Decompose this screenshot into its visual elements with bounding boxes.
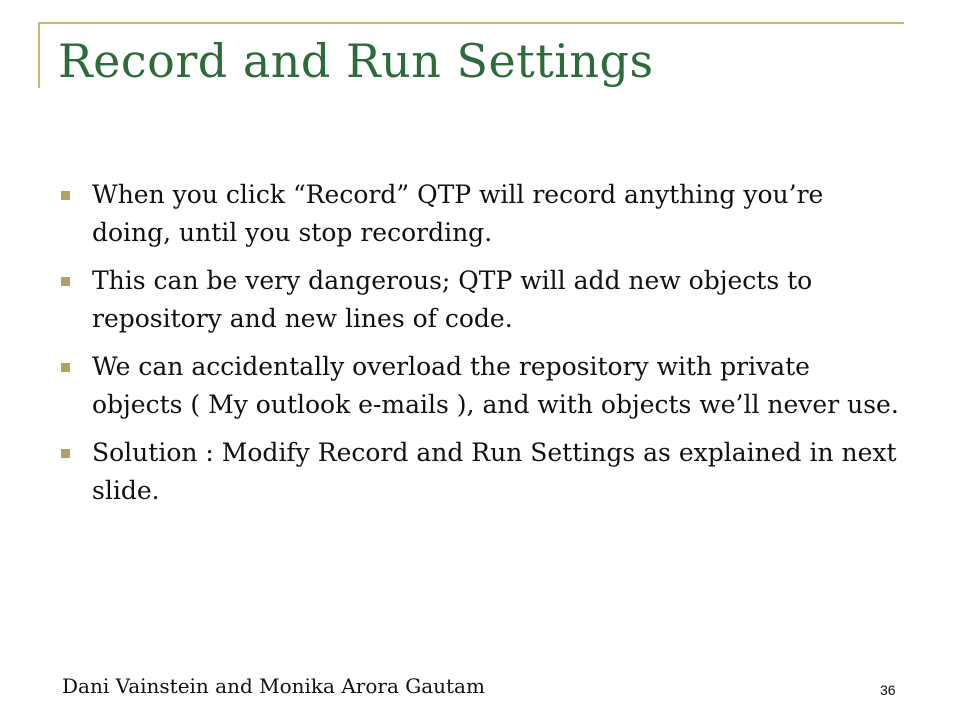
square-bullet-icon [61, 191, 70, 200]
bullet-item [58, 434, 908, 510]
frame-top-line [38, 22, 904, 24]
bullet-item [58, 262, 908, 338]
square-bullet-icon [61, 449, 70, 458]
bullet-item [58, 176, 908, 252]
bullet-text: When you click “Record” QTP will record anything you’re doing, until you stop recording. [92, 180, 824, 247]
slide-title: Record and Run Settings [58, 34, 654, 88]
page-number: 36 [880, 682, 896, 698]
square-bullet-icon [61, 277, 70, 286]
bullet-list [58, 176, 908, 520]
square-bullet-icon [61, 363, 70, 372]
bullet-item [58, 348, 908, 424]
bullet-text: This can be very dangerous; QTP will add new objects to repository and new lines of code. [92, 266, 813, 333]
frame-left-line [38, 22, 40, 88]
bullet-text: We can accidentally overload the repository with private objects ( My outlook e-mails ), and with objects we’ll never use. [92, 352, 899, 419]
bullet-text: Solution : Modify Record and Run Settings as explained in next slide. [92, 438, 897, 505]
footer-authors: Dani Vainstein and Monika Arora Gautam [62, 674, 485, 698]
